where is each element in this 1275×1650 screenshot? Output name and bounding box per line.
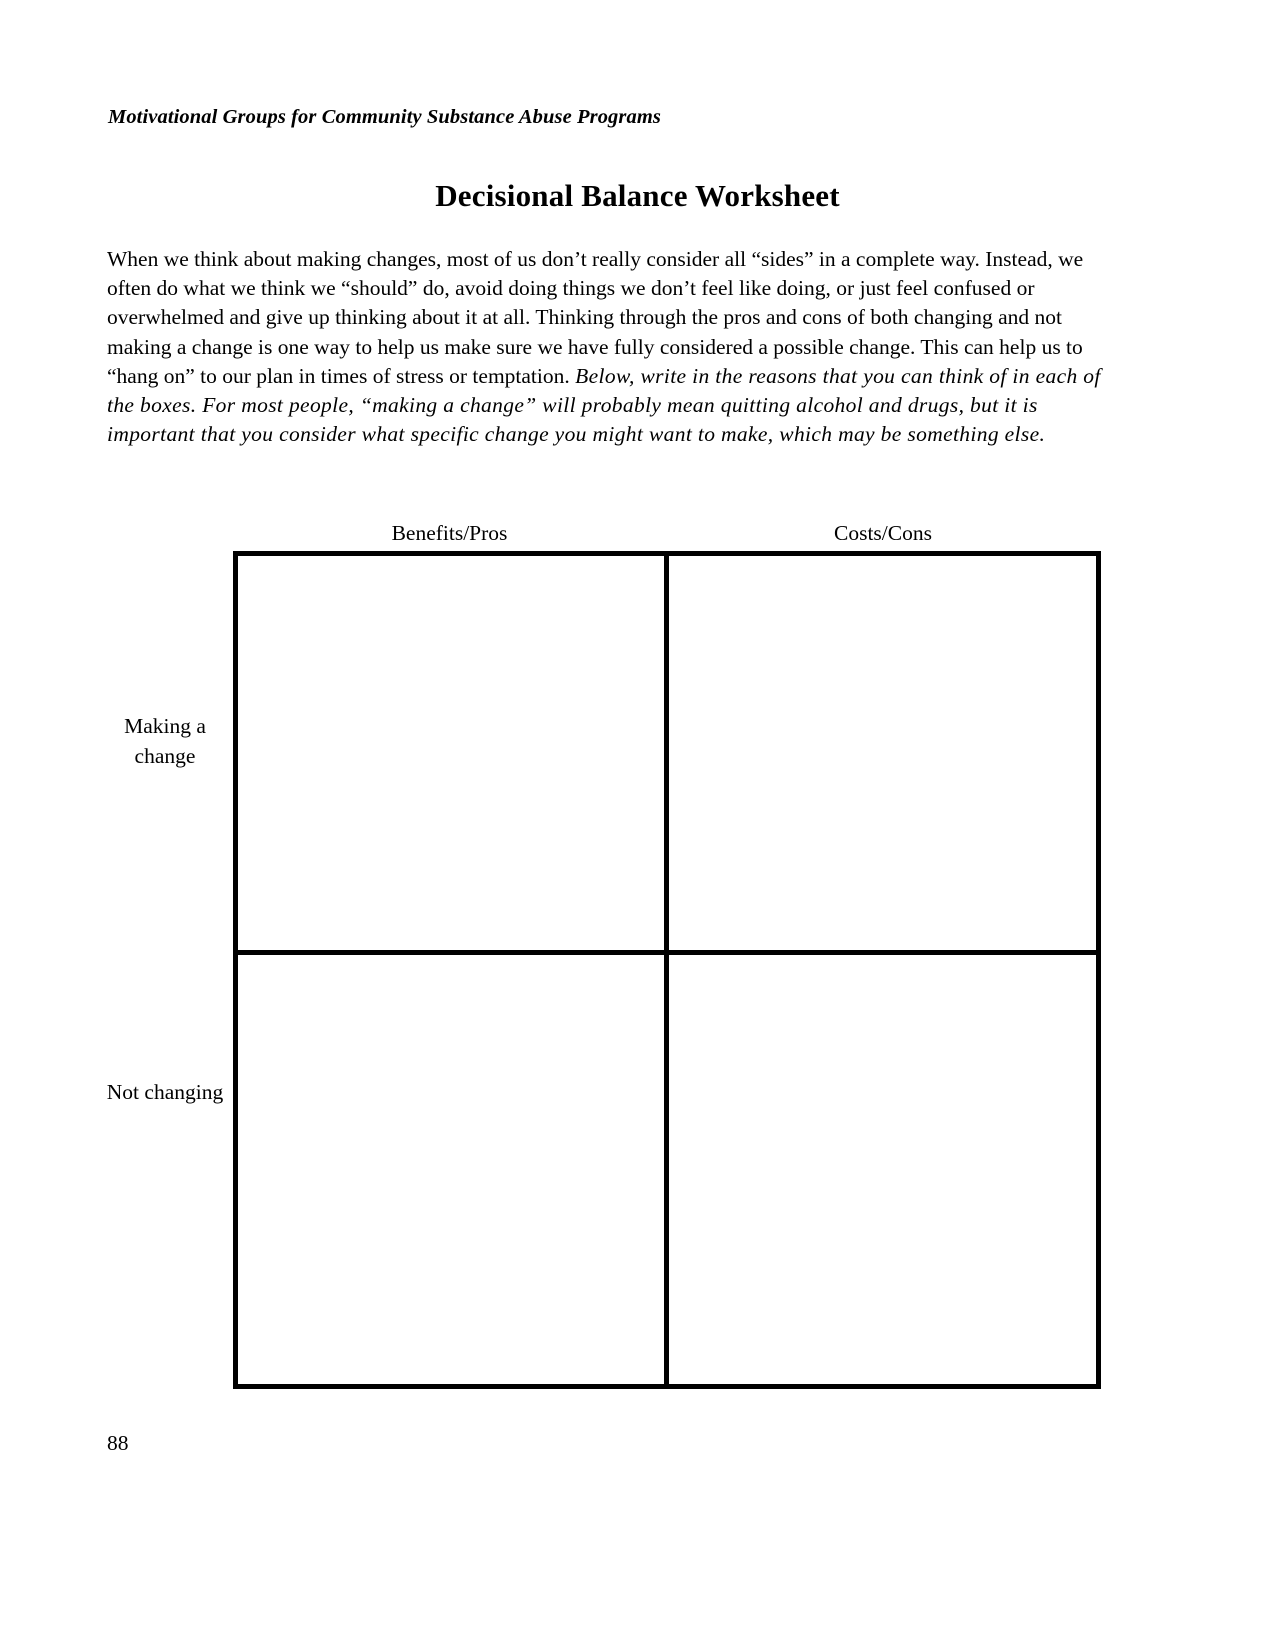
page-number: 88 (107, 1431, 129, 1455)
grid-vertical-divider (664, 556, 669, 1384)
intro-text-plain: When we think about making changes, most of us don’t really consider all “sides” in a complete way. Instead, we often do what we think we “should” do, avoid doing things we don’t feel like doing, or just feel confused or overwhelmed and give up thinking about it at all. Thinking through the pros and cons of both changing and not making a change is one way to help us make sure we have fully considered a possible change. This can help us to “hang on” to our plan in times of stress or temptation. (107, 247, 1084, 388)
intro-text-italic: Below, write in the reasons that you can think of in each of the boxes. For most people, “making a change” will probably mean quitting alcohol and drugs, but it is important that you consider what specific change you might want to make, which may be something else. (107, 363, 1101, 447)
row-label-not-changing: Not changing (106, 1080, 224, 1104)
page-title: Decisional Balance Worksheet (435, 178, 840, 213)
row-label-making-a-change: Making a change (124, 714, 206, 768)
cell-not-changing-costs[interactable] (669, 953, 1096, 1384)
cell-not-changing-benefits[interactable] (238, 953, 669, 1384)
grid-horizontal-divider (238, 950, 1096, 955)
cell-making-change-benefits[interactable] (238, 556, 669, 953)
intro-paragraph (107, 245, 1102, 449)
column-header-costs: Costs/Cons (834, 521, 932, 545)
running-head: Motivational Groups for Community Substance Abuse Programs (108, 106, 661, 128)
cell-making-change-costs[interactable] (669, 556, 1096, 953)
decisional-balance-grid (233, 551, 1101, 1389)
column-header-benefits: Benefits/Pros (391, 521, 508, 545)
